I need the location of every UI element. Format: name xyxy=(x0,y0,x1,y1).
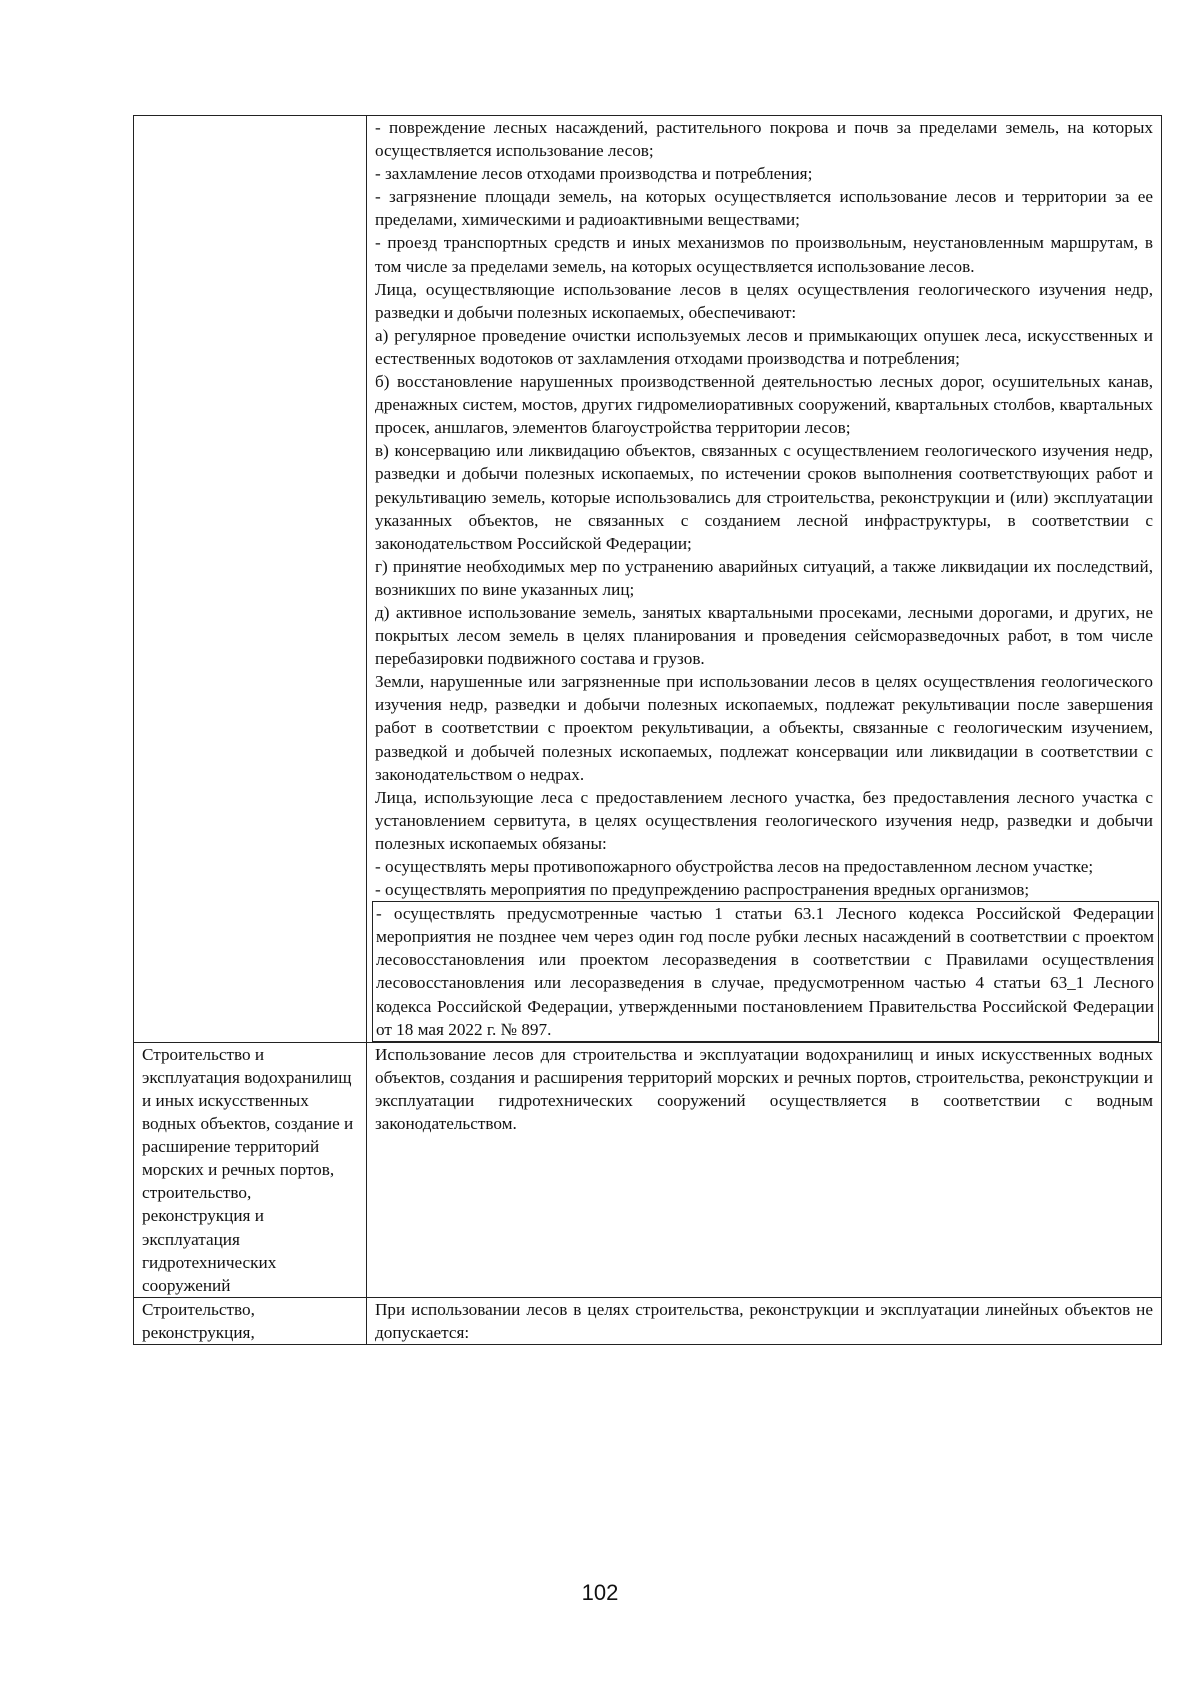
paragraph: - осуществлять мероприятия по предупреждению распространения вредных организмов; xyxy=(375,880,1030,900)
activity-cell: Строительство и эксплуатация водохранилищ и иных искусственных водных объектов, создание и расширение территорий морских и речных портов, строительство, реконструкция и эксплуатация гидротехнических сооружений xyxy=(134,1042,367,1297)
amendment-frame: - осуществлять предусмотренные частью 1 статьи 63.1 Лесного кодекса Российской Федерации мероприятия не позднее чем через один год после рубки лесных насаждений в соответствии с проектом лесовосстановления или проектом лесоразведения в соответствии с Правилами осуществления лесовосстановления или лесоразведения в случае, предусмотренном частью 4 статьи 63_1 Лесного кодекса Российской Федерации, утвержденными постановлением Правительства Российской Федерации от 18 мая 2022 г. № 897. xyxy=(372,901,1159,1042)
table-row-geology xyxy=(134,116,1162,1043)
table-row-linear-objects xyxy=(134,1297,1162,1344)
content-table xyxy=(133,115,1162,1345)
activity-cell: Строительство, реконструкция, xyxy=(134,1297,367,1344)
requirements-cell xyxy=(367,1042,1162,1297)
paragraph: д) активное использование земель, занятых квартальными просеками, лесными дорогами, и других, не покрытых лесом земель в целях планирования и проведения сейсморазведочных работ, в том числе перебазировки подвижного состава и грузов. xyxy=(375,602,1153,669)
requirements-cell xyxy=(367,116,1162,1043)
paragraph: - повреждение лесных насаждений, растительного покрова и почв за пределами земель, на которых осуществляется использование лесов; xyxy=(375,118,1153,161)
paragraph: Лица, использующие леса с предоставлением лесного участка, без предоставления лесного участка с установлением сервитута, в целях осуществления геологического изучения недр, разведки и добычи полезных ископаемых обязаны: xyxy=(375,787,1153,853)
paragraph: - осуществлять меры противопожарного обустройства лесов на предоставленном лесном участке; xyxy=(375,857,1094,876)
activity-cell xyxy=(134,116,367,1043)
paragraph: - проезд транспортных средств и иных механизмов по произвольным, неустановленным маршрутам, в том числе за пределами земель, на которых осуществляется использование лесов. xyxy=(375,233,1153,276)
paragraph: При использовании лесов в целях строительства, реконструкции и эксплуатации линейных объектов не допускается: xyxy=(375,1299,1153,1342)
paragraph: - загрязнение площади земель, на которых осуществляется использование лесов и территории за ее пределами, химическими и радиоактивными веществами; xyxy=(375,187,1153,230)
paragraph: г) принятие необходимых мер по устранению аварийных ситуаций, а также ликвидации их последствий, возникших по вине указанных лиц; xyxy=(375,556,1153,599)
paragraph: Использование лесов для строительства и эксплуатации водохранилищ и иных искусственных водных объектов, создания и расширения территорий морских и речных портов, строительства, реконструкции и эксплуатации гидротехнических сооружений осуществляется в соответствии с водным законодательством. xyxy=(375,1044,1153,1134)
paragraph: а) регулярное проведение очистки используемых лесов и примыкающих опушек леса, искусственных и естественных водотоков от захламления отходами производства и потребления; xyxy=(375,325,1153,368)
paragraph: Земли, нарушенные или загрязненные при использовании лесов в целях осуществления геологического изучения недр, разведки и добычи полезных ископаемых, подлежат рекультивации после завершения работ в соответствии с проектом рекультивации, а объекты, связанные с геологическим изучением, разведкой и добычей полезных ископаемых, подлежат консервации или ликвидации в соответствии с законодательством о недрах. xyxy=(375,672,1153,784)
paragraph: - захламление лесов отходами производства и потребления; xyxy=(375,164,813,184)
paragraph: Лица, осуществляющие использование лесов в целях осуществления геологического изучения недр, разведки и добычи полезных ископаемых, обеспечивают: xyxy=(375,279,1153,322)
page-number: 102 xyxy=(581,1580,619,1605)
table-row-reservoirs xyxy=(134,1042,1162,1297)
paragraph: б) восстановление нарушенных производственной деятельностью лесных дорог, осушительных канав, дренажных систем, мостов, других гидромелиоративных сооружений, квартальных столбов, квартальных просек, аншлагов, элементов благоустройства территории лесов; xyxy=(375,372,1153,438)
paragraph: в) консервацию или ликвидацию объектов, связанных с осуществлением геологического изучения недр, разведки и добычи полезных ископаемых, по истечении сроков выполнения соответствующих работ и рекультивацию земель, которые использовались для строительства, реконструкции и (или) эксплуатации указанных объектов, не связанных с созданием лесной инфраструктуры, в соответствии с законодательством Российской Федерации; xyxy=(375,441,1153,553)
requirements-cell xyxy=(367,1297,1162,1344)
